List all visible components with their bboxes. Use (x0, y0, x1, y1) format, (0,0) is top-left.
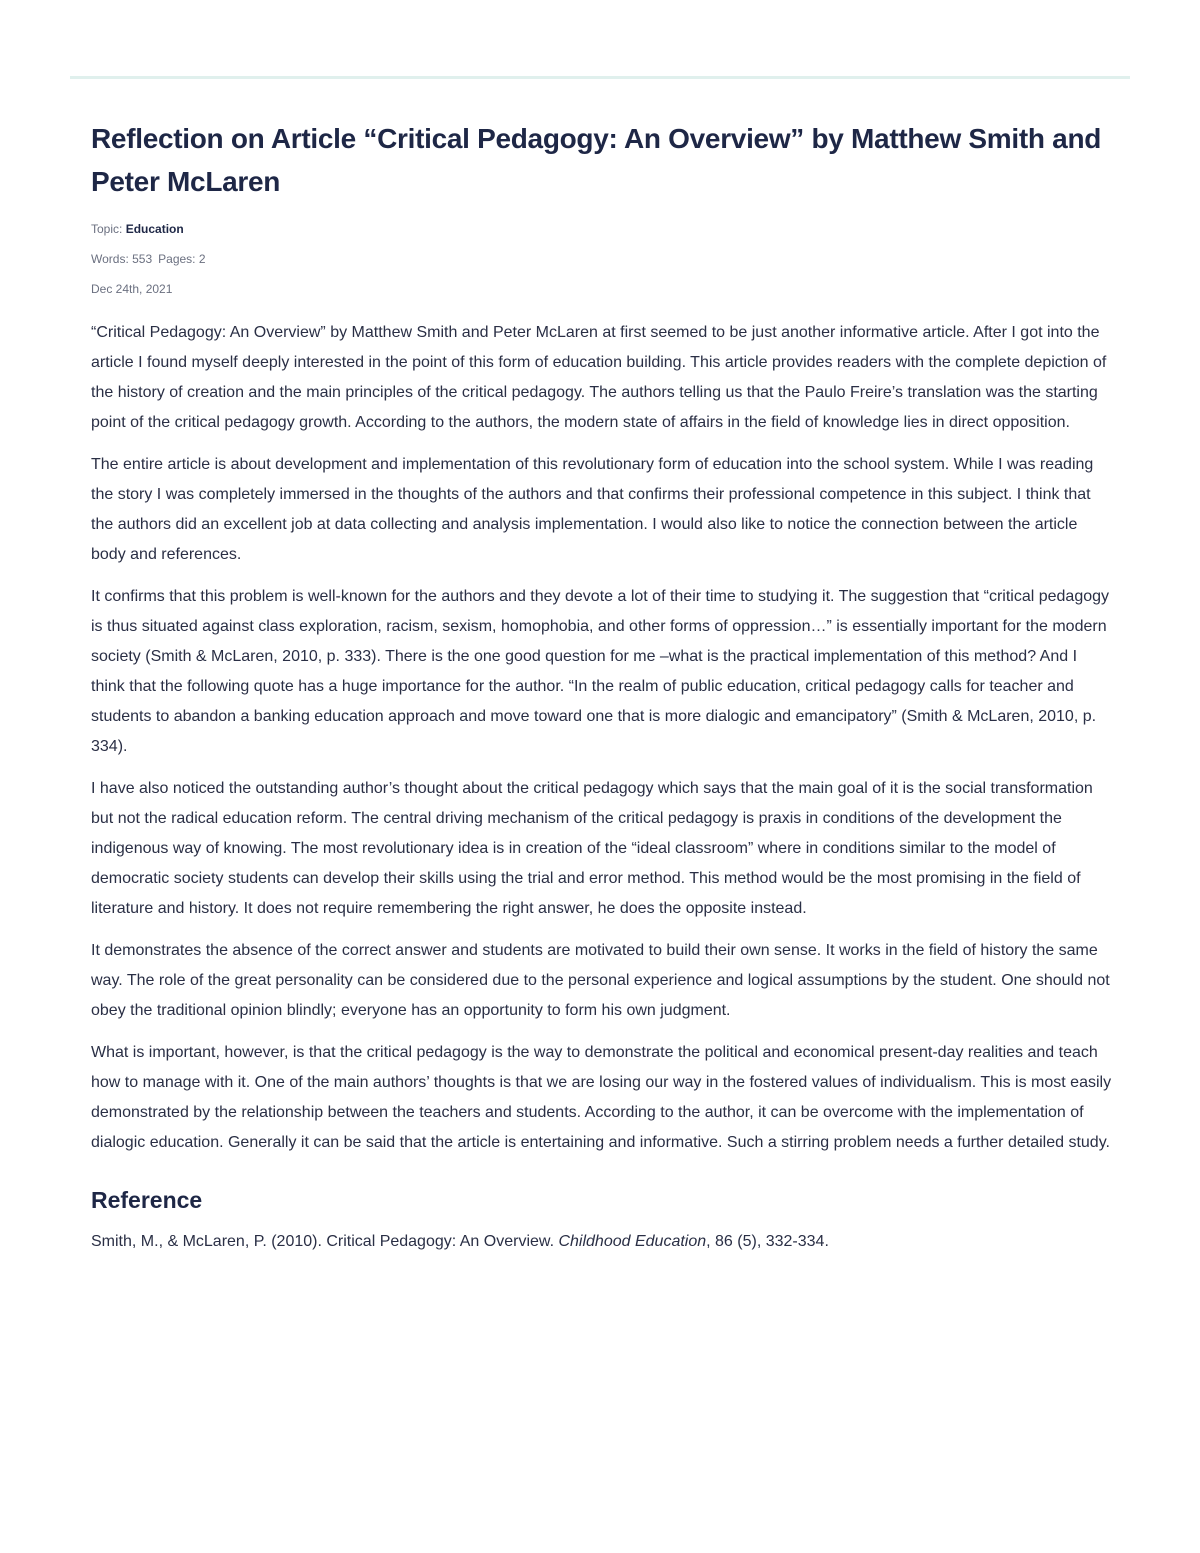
reference-heading: Reference (91, 1187, 203, 1213)
topic-value[interactable]: Education (125, 222, 184, 236)
paragraph: It confirms that this problem is well-known for the authors and they devote a lot of their time to studying it. The suggestion that “critical pedagogy is thus situated against class exploration, racism, sexism, homophobia, and other forms of oppression…” is essentially important for the modern society (Smith & McLaren, 2010, p. 333). There is the one good question for me –what is the practical implementation of this method? And I think that the following quote has a huge importance for the author. “In the realm of public education, critical pedagogy calls for teacher and students to abandon a banking education approach and move toward one that is more dialogic and emancipatory” (Smith & McLaren, 2010, p. 334). (91, 588, 1110, 755)
paragraph: The entire article is about development and implementation of this revolutionary form of education into the school system. While I was reading the story I was completely immersed in the thoughts of the authors and that confirms their professional competence in this subject. I think that the authors did an excellent job at data collecting and analysis implementation. I would also like to notice the connection between the article body and references. (91, 456, 1094, 563)
paragraph: It demonstrates the absence of the correct answer and students are motivated to build their own sense. It works in the field of history the same way. The role of the great personality can be considered due to the personal experience and logical assumptions by the student. One should not obey the traditional opinion blindly; everyone has an opportunity to form his own judgment. (91, 942, 1110, 1019)
article (91, 117, 1113, 1273)
paragraph: I have also noticed the outstanding author’s thought about the critical pedagogy which says that the main goal of it is the social transformation but not the radical education reform. The central driving mechanism of the critical pedagogy is praxis in conditions of the development the indigenous way of knowing. The most revolutionary idea is in creation of the “ideal classroom” where in conditions similar to the model of democratic society students can develop their skills using the trial and error method. This method would be the most promising in the field of literature and history. It does not require remembering the right answer, he does the opposite instead. (91, 780, 1093, 917)
reference-journal: Childhood Education (558, 1233, 707, 1250)
page-count: Pages: 2 (158, 252, 206, 266)
publish-date: Dec 24th, 2021 (91, 282, 173, 296)
reference-authors: Smith, M., & McLaren, P. (2010). Critical Pedagogy: An Overview. (91, 1233, 559, 1250)
paragraph: “Critical Pedagogy: An Overview” by Matthew Smith and Peter McLaren at first seemed to be just another informative article. After I got into the article I found myself deeply interested in the point of this form of education building. This article provides readers with the complete depiction of the history of creation and the main principles of the critical pedagogy. The authors telling us that the Paulo Freire’s translation was the starting point of the critical pedagogy growth. According to the authors, the modern state of affairs in the field of knowledge lies in direct opposition. (91, 324, 1107, 431)
article-title: Reflection on Article “Critical Pedagogy: An Overview” by Matthew Smith and Peter McLaren (91, 123, 1102, 197)
stats-line (91, 250, 1113, 268)
topic-label: Topic: (91, 222, 123, 236)
reference-entry (91, 1227, 1113, 1257)
reference-details: , 86 (5), 332-334. (706, 1233, 829, 1250)
topic-line (91, 220, 1113, 238)
top-divider (70, 76, 1130, 79)
word-count: Words: 553 (91, 252, 153, 266)
paragraph: What is important, however, is that the critical pedagogy is the way to demonstrate the political and economical present-day realities and teach how to manage with it. One of the main authors’ thoughts is that we are losing our way in the fostered values of individualism. This is most easily demonstrated by the relationship between the teachers and students. According to the author, it can be overcome with the implementation of dialogic education. Generally it can be said that the article is entertaining and informative. Such a stirring problem needs a further detailed study. (91, 1044, 1112, 1151)
article-body (91, 318, 1113, 1158)
